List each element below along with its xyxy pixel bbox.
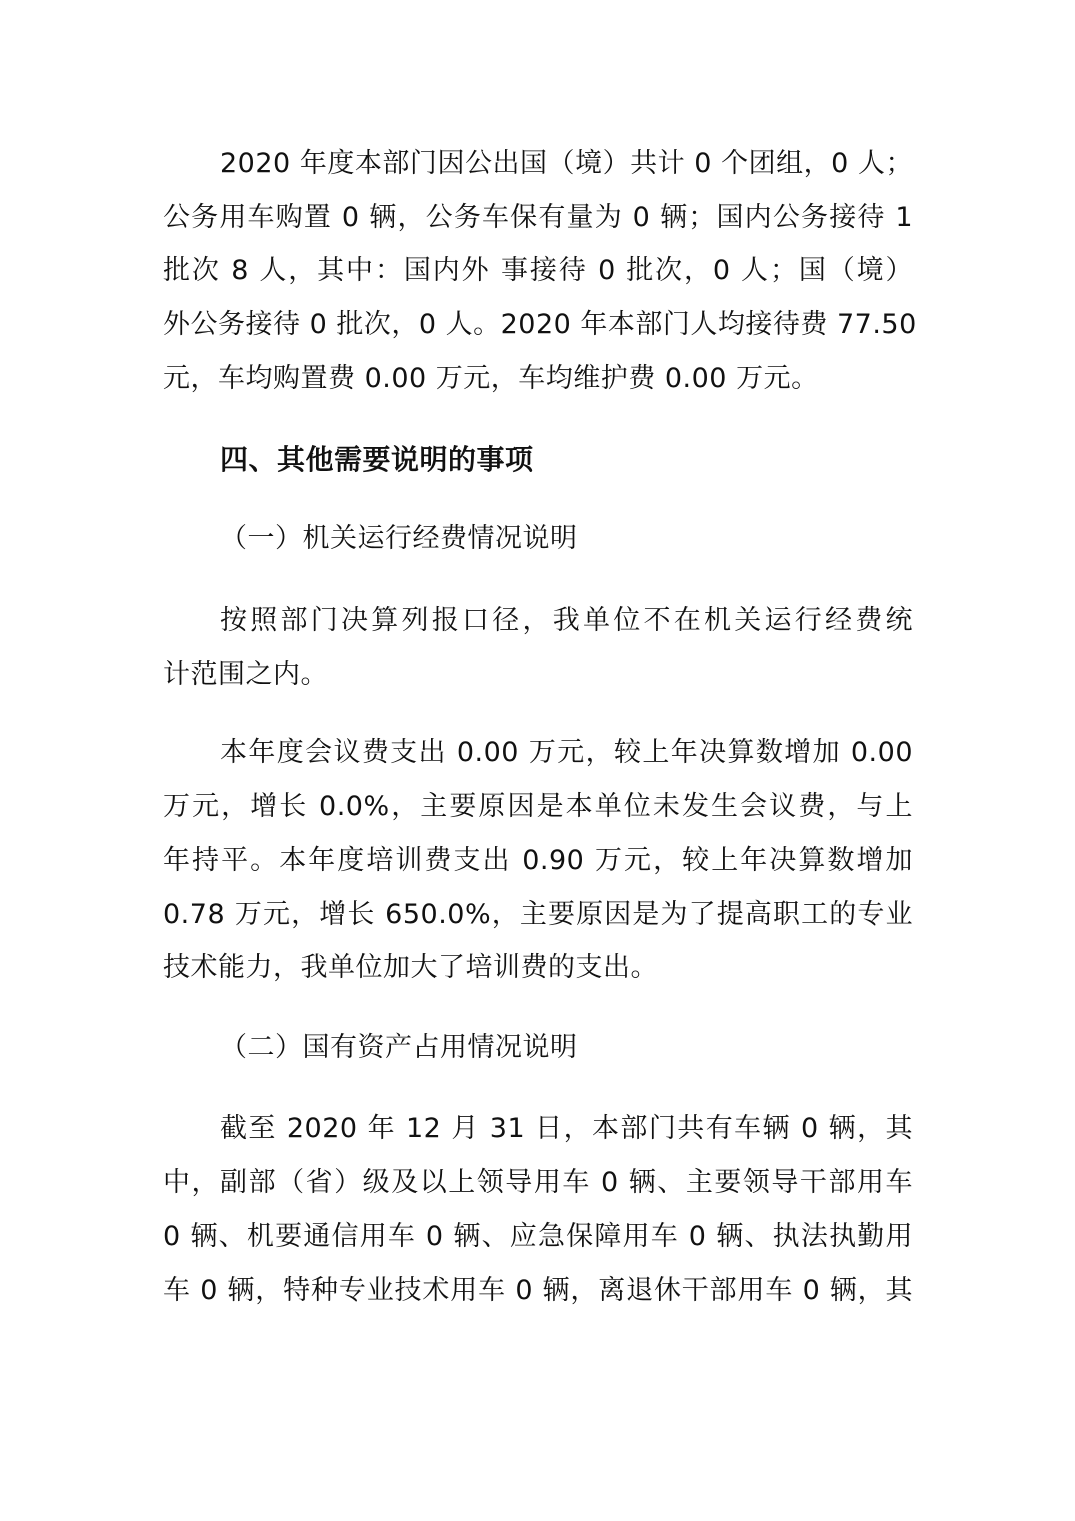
text-line: 中，副部（省）级及以上领导用车 0 辆、主要领导干部用车 xyxy=(163,1167,913,1198)
subsection-heading: （一）机关运行经费情况说明 xyxy=(220,523,578,554)
text-line: 年持平。本年度培训费支出 0.90 万元，较上年决算数增加 xyxy=(163,845,913,876)
text-line: 0 辆、机要通信用车 0 辆、应急保障用车 0 辆、执法执勤用 xyxy=(163,1221,913,1252)
text-line: 计范围之内。 xyxy=(163,659,328,690)
text-line: 车 0 辆，特种专业技术用车 0 辆，离退休干部用车 0 辆，其 xyxy=(163,1275,913,1306)
text-line: 截至 2020 年 12 月 31 日，本部门共有车辆 0 辆，其 xyxy=(220,1113,913,1144)
text-line: 2020 年度本部门因公出国（境）共计 0 个团组，0 人； xyxy=(220,148,913,179)
subsection-heading: （二）国有资产占用情况说明 xyxy=(220,1032,578,1063)
text-line: 本年度会议费支出 0.00 万元，较上年决算数增加 0.00 xyxy=(220,737,913,768)
text-line: 按照部门决算列报口径，我单位不在机关运行经费统 xyxy=(220,605,913,636)
text-line: 技术能力，我单位加大了培训费的支出。 xyxy=(163,952,658,983)
text-line: 批次 8 人，其中：国内外 事接待 0 批次，0 人；国（境） xyxy=(163,255,913,286)
section-heading: 四、其他需要说明的事项 xyxy=(220,443,534,476)
text-line: 外公务接待 0 批次，0 人。2020 年本部门人均接待费 77.50 xyxy=(163,309,917,340)
text-line: 元，车均购置费 0.00 万元，车均维护费 0.00 万元。 xyxy=(163,363,819,394)
text-line: 公务用车购置 0 辆，公务车保有量为 0 辆；国内公务接待 1 xyxy=(163,202,913,233)
text-line: 万元，增长 0.0%，主要原因是本单位未发生会议费，与上 xyxy=(163,791,913,822)
text-line: 0.78 万元，增长 650.0%，主要原因是为了提高职工的专业 xyxy=(163,899,913,930)
